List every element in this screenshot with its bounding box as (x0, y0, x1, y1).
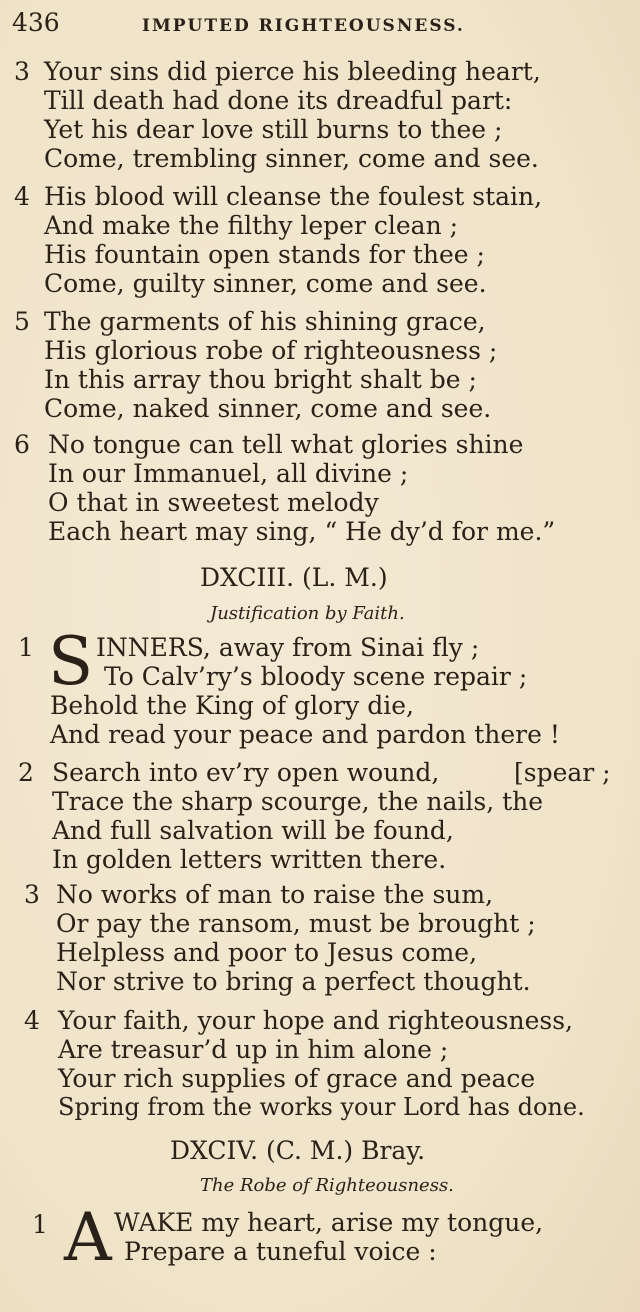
verse-line: Prepare a tuneful voice : (124, 1237, 437, 1266)
verse-line: Come, guilty sinner, come and see. (44, 269, 487, 298)
verse-line: [spear ; (514, 758, 611, 787)
verse-line: Helpless and poor to Jesus come, (56, 938, 478, 967)
stanza-number: 4 (14, 182, 30, 211)
verse-line: No tongue can tell what glories shine (48, 430, 524, 459)
verse-line: Come, naked sinner, come and see. (44, 394, 492, 423)
verse-line: Your sins did pierce his bleeding heart, (44, 57, 541, 86)
verse-line: Your rich supplies of grace and peace (58, 1064, 536, 1093)
stanza-number: 1 (32, 1210, 48, 1239)
verse-line: His glorious robe of righteousness ; (44, 336, 498, 365)
verse-line: And make the filthy leper clean ; (44, 211, 459, 240)
verse-line: Are treasur’d up in him alone ; (58, 1035, 449, 1064)
stanza-number: 5 (14, 307, 30, 336)
verse-line: In this array thou bright shalt be ; (44, 365, 477, 394)
verse-line: His fountain open stands for thee ; (44, 240, 485, 269)
verse-line: Search into ev’ry open wound, (52, 758, 440, 787)
verse-line: Each heart may sing, “ He dy’d for me.” (48, 517, 556, 546)
verse-line: No works of man to raise the sum, (56, 880, 494, 909)
verse-line: Spring from the works your Lord has done. (58, 1093, 585, 1121)
stanza-number: 1 (18, 633, 34, 662)
verse-line: Yet his dear love still burns to thee ; (44, 115, 503, 144)
verse-line: His blood will cleanse the foulest stain, (44, 182, 543, 211)
stanza-number: 6 (14, 430, 30, 459)
verse-line: Trace the sharp scourge, the nails, the (52, 787, 544, 816)
hymn-title: DXCIV. (C. M.) Bray. (170, 1136, 426, 1165)
verse-line: Nor strive to bring a perfect thought. (56, 967, 531, 996)
drop-cap: S (48, 623, 94, 700)
verse-line: Come, trembling sinner, come and see. (44, 144, 539, 173)
verse-line: And read your peace and pardon there ! (50, 720, 560, 749)
verse-line: In golden letters written there. (52, 845, 447, 874)
verse-line: INNERS, away from Sinai fly ; (96, 633, 480, 662)
drop-cap: A (64, 1199, 112, 1276)
stanza-number: 3 (24, 880, 40, 909)
verse-line: And full salvation will be found, (52, 816, 454, 845)
hymn-title: DXCIII. (L. M.) (200, 563, 388, 592)
verse-line: In our Immanuel, all divine ; (48, 459, 409, 488)
stanza-number: 3 (14, 57, 30, 86)
verse-line: Till death had done its dreadful part: (44, 86, 513, 115)
verse-line: WAKE my heart, arise my tongue, (114, 1208, 544, 1237)
running-head: IMPUTED RIGHTEOUSNESS. (142, 16, 465, 36)
stanza-number: 4 (24, 1006, 40, 1035)
page-number: 436 (12, 8, 60, 37)
verse-line: O that in sweetest melody (48, 488, 379, 517)
stanza-number: 2 (18, 758, 34, 787)
page-header (12, 8, 612, 42)
verse-line: Your faith, your hope and righteousness, (58, 1006, 573, 1035)
verse-line: Behold the King of glory die, (50, 691, 414, 720)
hymn-subtitle: The Robe of Righteousness. (200, 1175, 454, 1196)
verse-line: The garments of his shining grace, (44, 307, 486, 336)
verse-line: Or pay the ransom, must be brought ; (56, 909, 536, 938)
verse-line: To Calv’ry’s bloody scene repair ; (104, 662, 528, 691)
hymn-subtitle: Justification by Faith. (210, 603, 405, 624)
